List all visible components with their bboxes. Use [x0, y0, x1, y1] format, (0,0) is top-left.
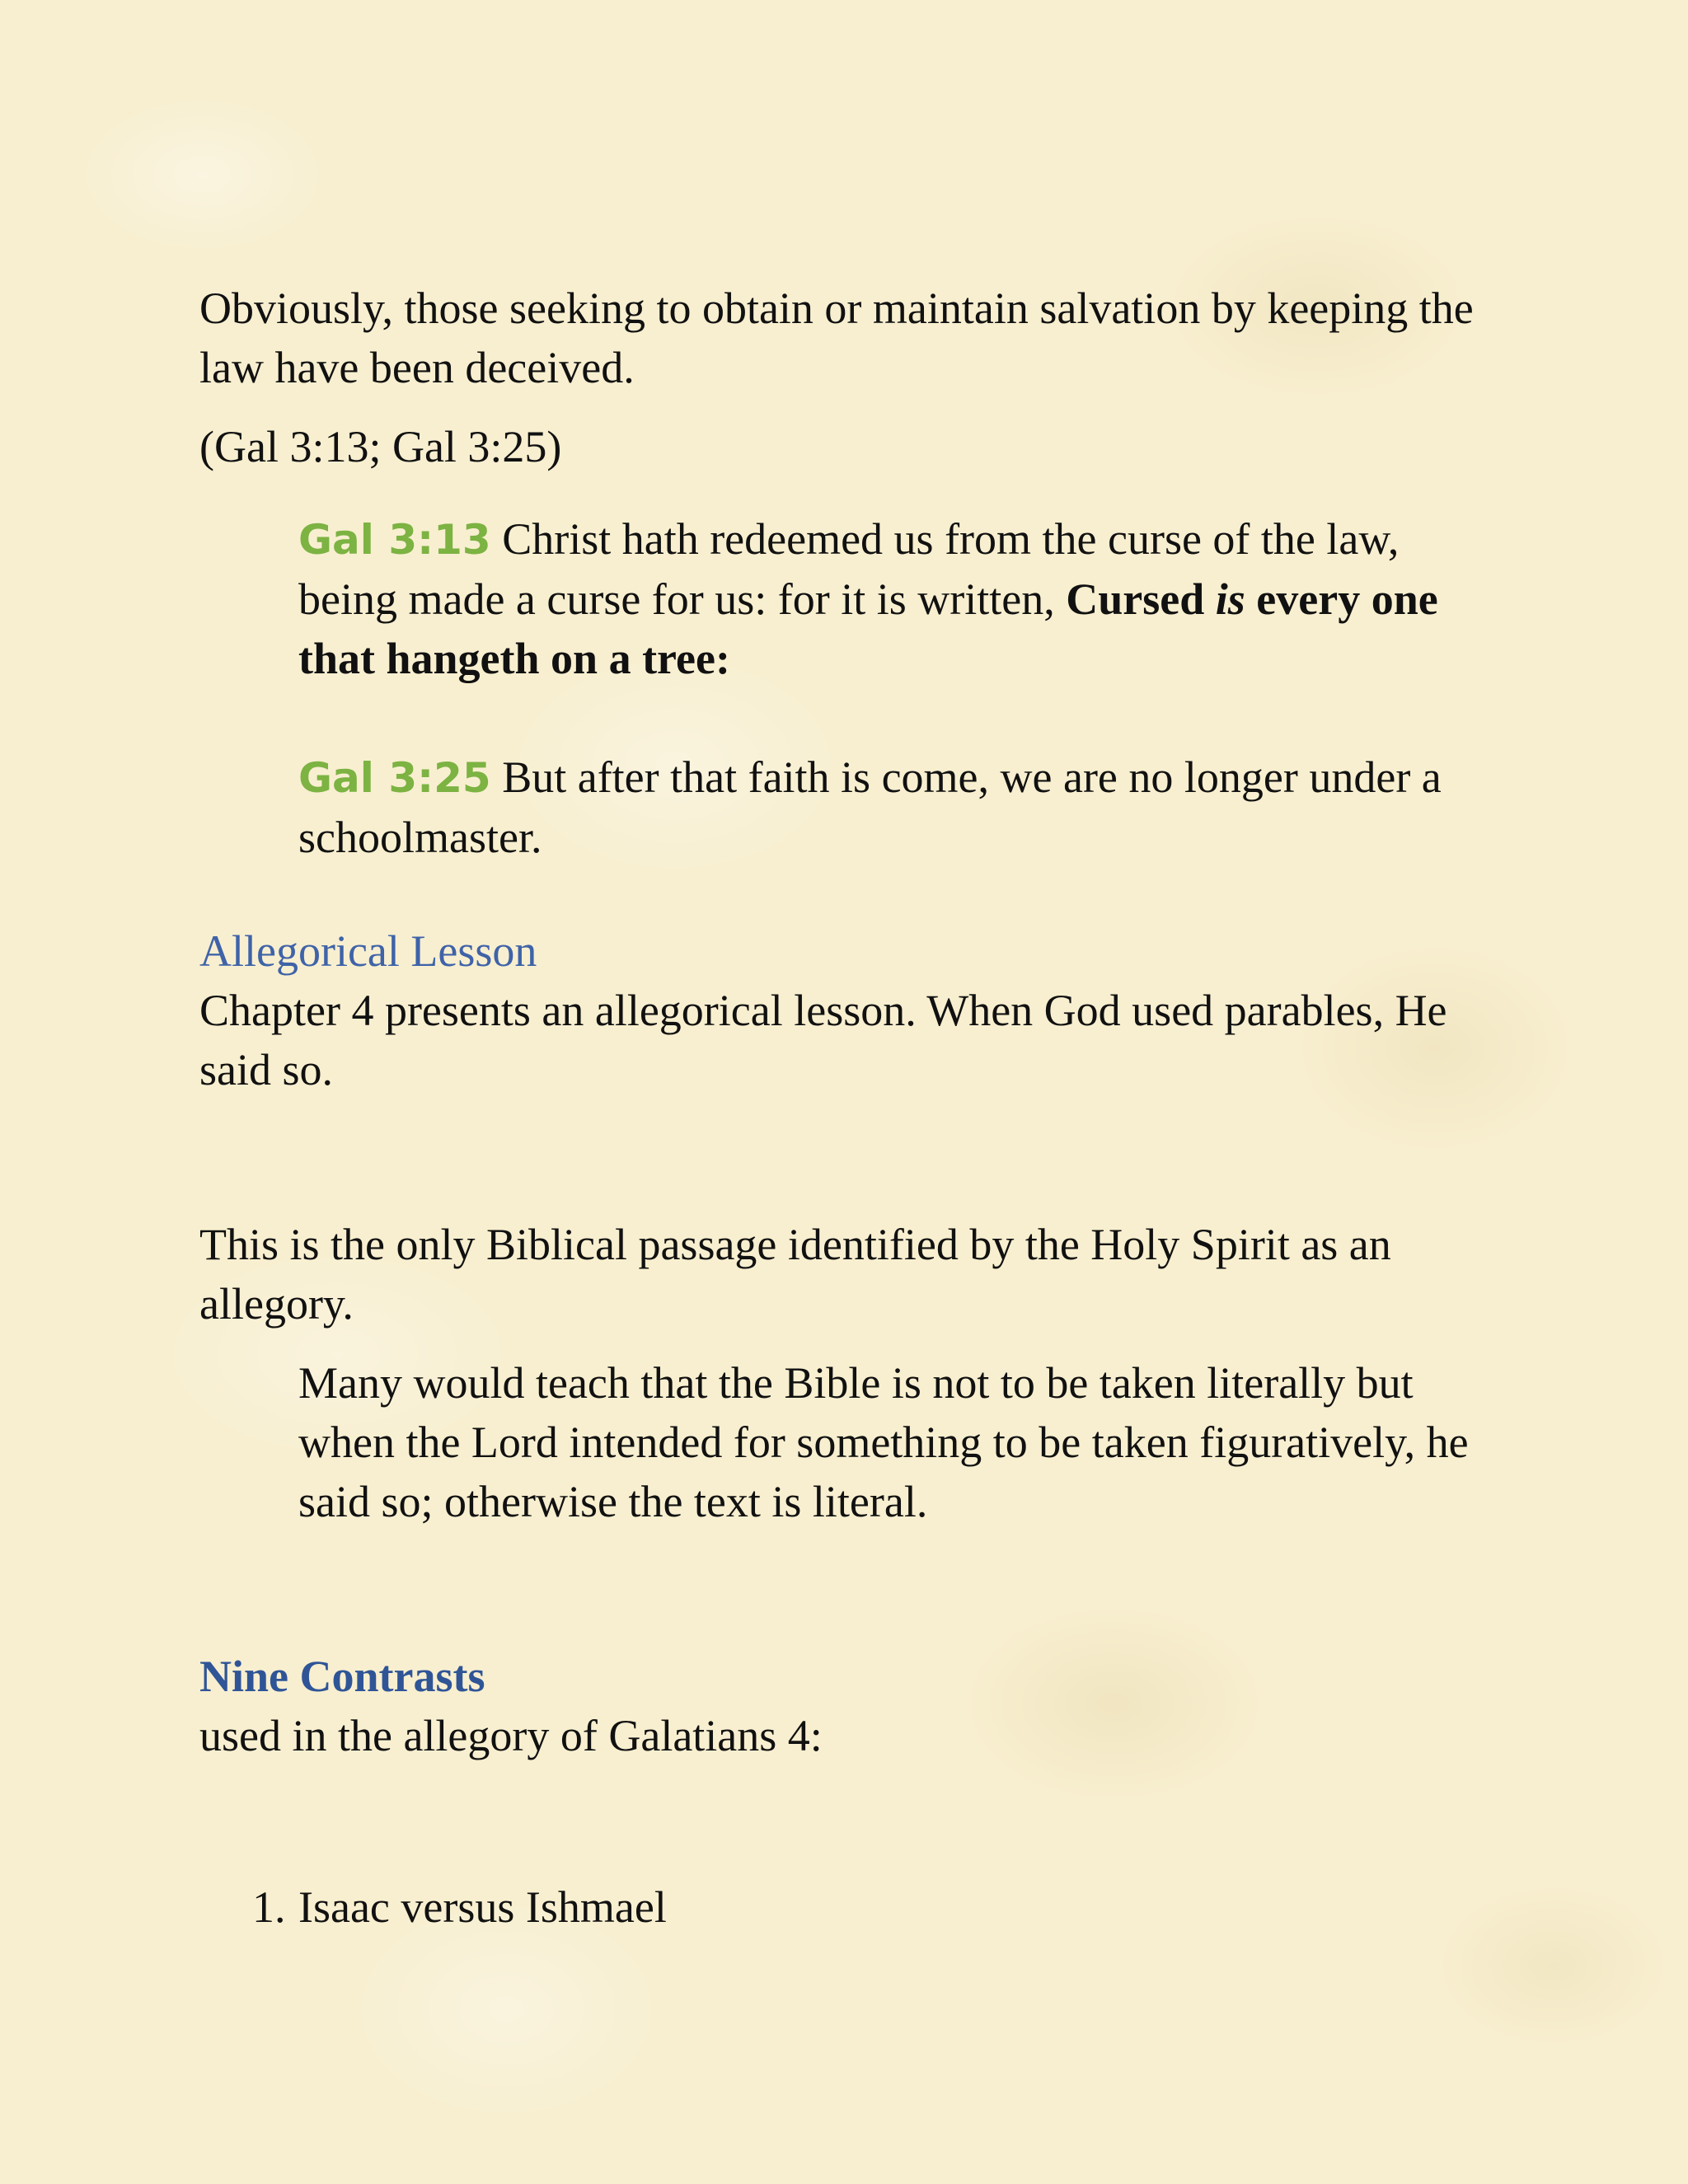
nine-contrasts-subtitle: used in the allegory of Galatians 4: [199, 1711, 823, 1760]
nine-contrasts-heading: Nine Contrasts [199, 1652, 485, 1701]
intro-paragraph: Obviously, those seeking to obtain or maintain salvation by keeping the law have been deceived. [199, 284, 1474, 392]
list-item-text: Isaac versus Ishmael [298, 1882, 667, 1932]
verse-reference: Gal 3:13 [298, 516, 491, 564]
allegory-only-passage-paragraph: This is the only Biblical passage identified by the Holy Spirit as an allegory. [199, 1220, 1391, 1329]
verse-gal-3-13 [298, 509, 1502, 688]
list-item-number: 1. [252, 1882, 286, 1932]
verse-bold-text-2: every one that hangeth on a tree: [298, 574, 1438, 683]
allegorical-lesson-heading: Allegorical Lesson [199, 926, 537, 976]
literal-interpretation-quote: Many would teach that the Bible is not to be taken literally but when the Lord intended for something to be taken figuratively, he said so; otherwise the text is literal. [298, 1358, 1469, 1526]
page-content [199, 279, 1502, 1937]
verse-reference: Gal 3:25 [298, 754, 491, 802]
list-item [252, 1877, 1502, 1937]
allegorical-paragraph: Chapter 4 presents an allegorical lesson. When God used parables, He said so. [199, 986, 1447, 1094]
verse-bold-text: Cursed [1066, 574, 1216, 624]
verse-bold-italic-text: is [1215, 574, 1245, 624]
intro-references: (Gal 3:13; Gal 3:25) [199, 422, 562, 471]
verse-text: Christ hath redeemed us from the curse of the law, being made a curse for us: for it is written, [298, 514, 1400, 624]
verse-gal-3-25 [298, 748, 1502, 867]
verse-text: But after that faith is come, we are no longer under a schoolmaster. [298, 752, 1442, 862]
contrasts-list [199, 1877, 1502, 1937]
